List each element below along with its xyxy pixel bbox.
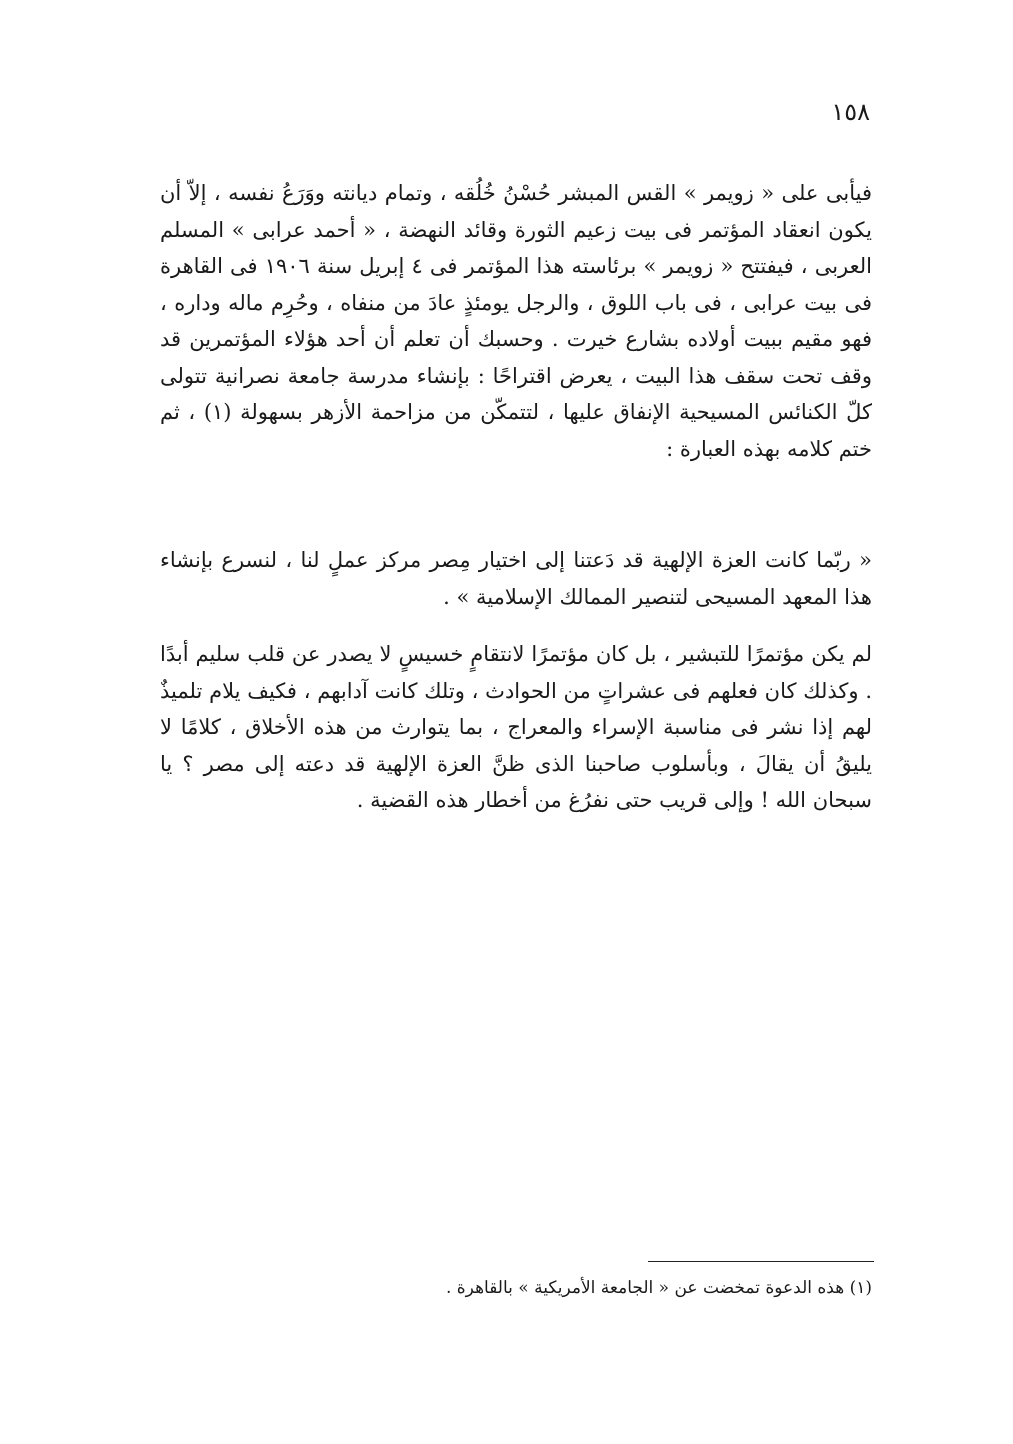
body-paragraph: لم يكن مؤتمرًا للتبشير ، بل كان مؤتمرًا لانتقامٍ خسيسٍ لا يصدر عن قلب سليم أبدًا . وكذلك كان فعلهم فى عشراتٍ من الحوادث ، وتلك كانت آدابهم ، فكيف يلام تلميذٌ لهم إذا نشر فى مناسبة الإسراء والمعراج ، بما يتوارث من هذه الأخلاق ، كلامًا لا يليقُ أن يقالَ ، وبأسلوب صاحبنا الذى ظنَّ العزة الإلهية قد دعته إلى مصر ؟ يا سبحان الله ! وإلى قريب حتى نفرُغ من أخطار هذه القضية . (160, 642, 872, 812)
quote-paragraph: « ربّما كانت العزة الإلهية قد دَعتنا إلى اختيار مِصر مركز عملٍ لنا ، لنسرع بإنشاء هذا المعهد المسيحى لتنصير الممالك الإسلامية » . (160, 548, 872, 609)
footnote: (١) هذه الدعوة تمخضت عن « الجامعة الأمريكية » بالقاهرة . (445, 1278, 872, 1298)
footnote-separator (648, 1261, 874, 1262)
body-paragraph: فيأبى على « زويمر » القس المبشر حُسْنُ خُلُقه ، وتمام ديانته ووَرَعُ نفسه ، إلاّ أن يكون انعقاد المؤتمر فى بيت زعيم الثورة وقائد النهضة ، « أحمد عرابى » المسلم العربى ، فيفتتح « زويمر » برئاسته هذا المؤتمر فى ٤ إبريل سنة ١٩٠٦ فى القاهرة فى بيت عرابى ، فى باب اللوق ، والرجل يومئذٍ عادَ من منفاه ، وحُرِم ماله وداره ، فهو مقيم ببيت أولاده بشارع خيرت . وحسبك أن تعلم أن أحد هؤلاء المؤتمرين قد وقف تحت سقف هذا البيت ، يعرض اقتراحًا : بإنشاء مدرسة جامعة نصرانية تتولى كلّ الكنائس المسيحية الإنفاق عليها ، لتتمكّن من مزاحمة الأزهر بسهولة (١) ، ثم ختم كلامه بهذه العبارة : (160, 181, 872, 461)
page-number: ١٥٨ (831, 98, 870, 126)
